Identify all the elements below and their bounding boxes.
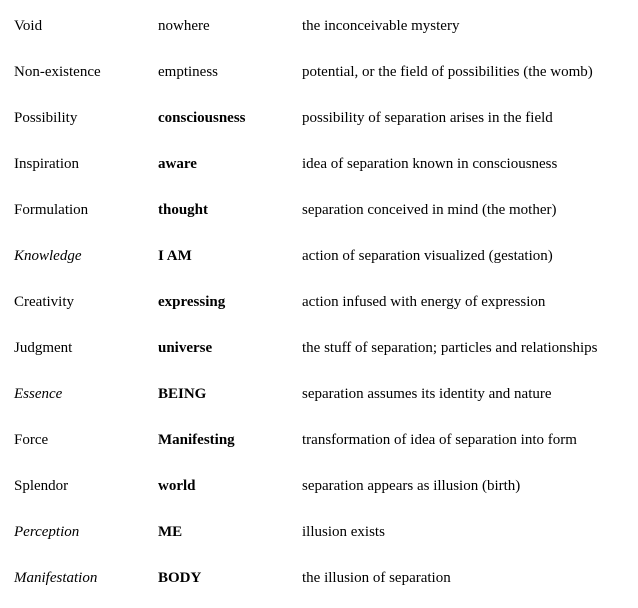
term-label: I AM <box>158 248 192 264</box>
description-label: idea of separation known in consciousness <box>302 156 558 172</box>
term-label: emptiness <box>158 64 218 80</box>
term-label: BODY <box>158 570 202 586</box>
table-row <box>0 568 638 588</box>
stage-label: Possibility <box>14 110 78 126</box>
table-row <box>0 292 638 312</box>
stage-label: Force <box>14 432 49 448</box>
table-row <box>0 338 638 358</box>
term-label: universe <box>158 340 213 356</box>
stage-label: Perception <box>14 524 80 540</box>
description-label: the illusion of separation <box>302 570 451 586</box>
description-label: action of separation visualized (gestation) <box>302 248 553 264</box>
stage-label: Splendor <box>14 478 69 494</box>
table-row <box>0 200 638 220</box>
description-label: potential, or the field of possibilities (the womb) <box>302 64 593 80</box>
term-label: ME <box>158 524 183 540</box>
term-label: Manifesting <box>158 432 235 448</box>
stage-label: Creativity <box>14 294 74 310</box>
table-row <box>0 108 638 128</box>
table-row <box>0 430 638 450</box>
description-label: the stuff of separation; particles and relationships <box>302 340 598 356</box>
stage-label: Knowledge <box>14 248 82 264</box>
stage-label: Non-existence <box>14 64 101 80</box>
description-label: possibility of separation arises in the field <box>302 110 553 126</box>
term-label: aware <box>158 156 197 172</box>
term-label: nowhere <box>158 18 210 34</box>
description-label: separation appears as illusion (birth) <box>302 478 521 494</box>
stage-label: Judgment <box>14 340 73 356</box>
description-label: separation assumes its identity and nature <box>302 386 552 402</box>
description-label: transformation of idea of separation into form <box>302 432 577 448</box>
description-label: action infused with energy of expression <box>302 294 546 310</box>
table-row <box>0 246 638 266</box>
term-label: world <box>158 478 196 494</box>
stage-label: Manifestation <box>14 570 98 586</box>
stage-label: Void <box>14 18 43 34</box>
table-row <box>0 16 638 36</box>
stage-label: Essence <box>14 386 63 402</box>
term-label: consciousness <box>158 110 246 126</box>
stage-label: Inspiration <box>14 156 79 172</box>
table-row <box>0 522 638 542</box>
table-row <box>0 62 638 82</box>
stage-label: Formulation <box>14 202 89 218</box>
term-label: BEING <box>158 386 207 402</box>
table-row <box>0 476 638 496</box>
description-label: illusion exists <box>302 524 385 540</box>
term-label: thought <box>158 202 209 218</box>
table-row <box>0 154 638 174</box>
description-label: separation conceived in mind (the mother) <box>302 202 557 218</box>
table-row <box>0 384 638 404</box>
description-label: the inconceivable mystery <box>302 18 460 34</box>
term-label: expressing <box>158 294 226 310</box>
